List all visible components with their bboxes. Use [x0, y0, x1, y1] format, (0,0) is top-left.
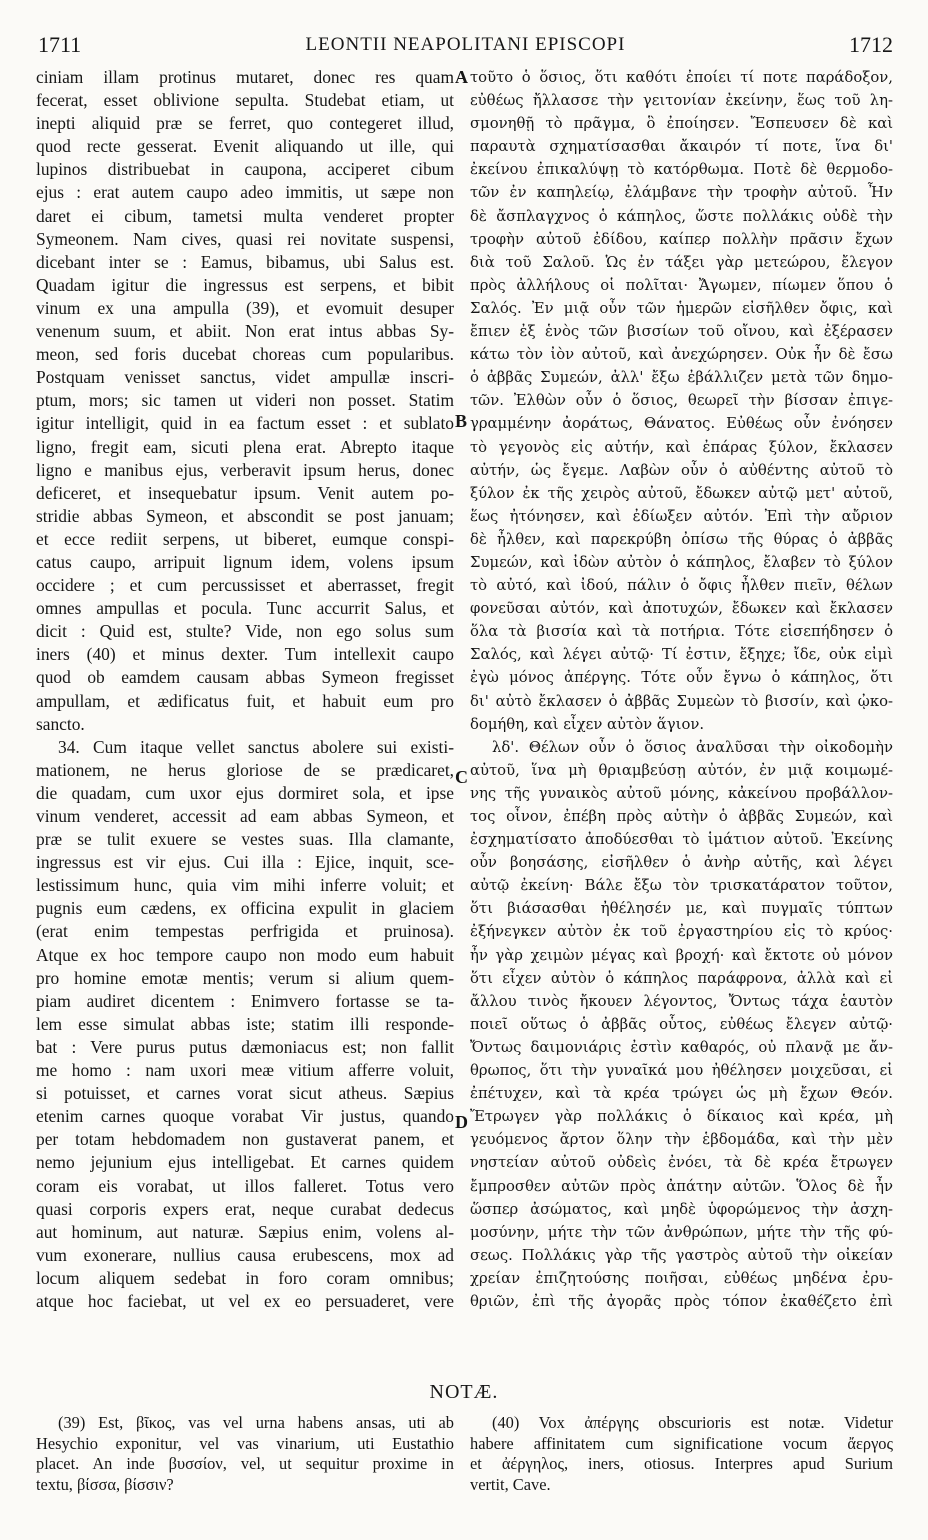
text-line: piam audiret dicentem : Enimvero fortasse se ta- — [36, 990, 454, 1011]
text-line: ὅτι εἶχεν αὐτὸν ὁ κάπηλος παράφρονα, ἀλλὰ καὶ εἰ — [470, 969, 893, 987]
text-line: ξύλον ἐκ τῆς χειρὸς αὐτοῦ, ἔδωκεν αὐτῷ μετ' αὐτοῦ, — [470, 484, 893, 502]
text-line: deficeret, et insequebatur ipsum. Venit autem po- — [36, 482, 454, 503]
text-line: pro homine emotæ mentis; verum si alium quem- — [36, 967, 454, 988]
text-line: σεως. Πολλάκις γὰρ τῆς γαστρὸς αὐτοῦ τὴν οἰκείαν — [470, 1246, 893, 1264]
text-line: Συμεών, καὶ ἰδὼν αὐτὸν ὁ κάπηλος, ἔλαβεν τὸ ξύλον — [470, 553, 893, 571]
text-line: pugnis eum cædens, ex officina expulit in glaciem — [36, 898, 454, 919]
text-line: ciniam illam protinus mutaret, donec res quam — [36, 67, 454, 87]
text-line: Hesychio exponitur, vel vas vinarium, uti Eustathio — [36, 1433, 454, 1453]
section-marker-d: D — [455, 1112, 468, 1132]
text-line: dicebant inter se : Eamus, bibamus, ubi Salus est. — [36, 251, 454, 272]
text-line: Σαλός. Ἐν μιᾷ οὖν τῶν ἡμερῶν εἰσῆλθεν ὄφις, καὶ — [470, 299, 893, 317]
text-line: δι' αὐτὸ ἔκλασεν ὁ ἀββᾶς Συμεὼν τὸ βισσίν, καὶ ᾠκο- — [470, 692, 893, 710]
text-line: aut hominum, aut naturæ. Sæpius enim, volens al- — [36, 1221, 454, 1242]
text-line: Ἔτρωγεν γὰρ πολλάκις ὁ δίκαιος καὶ κρέα, μὴ — [470, 1108, 893, 1126]
text-line: ποιεῖ οὕτως ὁ ἀββᾶς οὗτος, εὐθέως ἔλεγεν αὐτῷ· — [470, 1015, 893, 1033]
text-line: ἐγὼ μόνος ἀπέργης. Τότε οὖν ἔγνω ὁ κάπηλος, ὅτι — [470, 669, 893, 687]
text-line: et ἀέργηλος, iners, otiosus. Interpres apud Surium — [470, 1454, 893, 1473]
text-line: daret ei cibum, tametsi multa venderet propter — [36, 205, 454, 226]
text-line: ligno, fregit eam, sicuti plena erat. Abrepto itaque — [36, 436, 454, 457]
text-line: vertit, Cave. — [470, 1474, 551, 1494]
text-line: quasi corporis expers erat, neque curabat dedecus — [36, 1198, 454, 1219]
text-line: ἐσχηματίσατο ἀποδύεσθαι τὸ ἱμάτιον αὐτοῦ. Ἐκείνης — [470, 831, 893, 849]
text-line: et ecce rediit serpens, ut biberet, eumque conspi- — [36, 528, 454, 549]
text-line: ἐκείνου ἐπικαλύψῃ τὸ κατόρθωμα. Ποτὲ δὲ θερμοδο- — [470, 161, 893, 179]
text-line: locum aliquem sedebat in foro coram omnibus; — [36, 1267, 454, 1288]
text-line: χρείαν ἐπιζητούσης ποιῆσαι, εὐθέως μηδένα ἐρυ- — [470, 1269, 893, 1287]
text-line: atque hoc faciebat, ut vel ex eo persuaderet, vere — [36, 1290, 454, 1311]
text-line: textu, βίσσα, βίσσιν? — [36, 1474, 174, 1494]
text-line: γραμμένην ἀοράτως, Θάνατος. Εὐθέως οὖν ἐνόησεν — [470, 415, 893, 433]
section-marker-c: C — [455, 767, 468, 787]
right-column-number: 1712 — [849, 32, 893, 57]
text-line: per totam hebdomadem non gustaverat panem, et — [36, 1129, 454, 1150]
text-line: quod recte gesserat. Evenit aliquando ut ille, qui — [36, 136, 454, 157]
text-line: ἔπιεν ἐξ ἑνὸς τῶν βισσίων τοῦ οἴνου, καὶ ἐξέρασεν — [470, 323, 893, 341]
text-line: τῶν. Ἐλθὼν οὖν ὁ ὅσιος, θεωρεῖ τὴν βίσσαν ἐπιγε- — [470, 392, 893, 410]
text-line: τῶν ἐν καπηλείῳ, ἐλάμβανε τὴν τροφὴν αὐτοῦ. Ἦν — [470, 184, 893, 202]
text-line: ligno e manibus ejus, verberavit ipsum herus, donec — [36, 459, 454, 480]
footnote-39 — [36, 1413, 454, 1495]
text-line: Quadam igitur die ingressus est serpens, et bibit — [36, 274, 454, 295]
text-line: præ se tulit exuere se vestes suas. Illa clamante, — [36, 829, 454, 850]
text-line: οὖν βοησάσης, εἰσῆλθεν ὁ ἀνὴρ αὐτῆς, καὶ λέγει — [470, 854, 893, 872]
text-line: ἦν γὰρ χειμὼν μέγας καὶ βροχή· καὶ ἔκτοτε οὐ μόνον — [470, 946, 893, 964]
text-line: Ὄντως δαιμονιάρις ἐστὶν καθαρός, οὐ πλανᾷ με ἄν- — [470, 1038, 893, 1056]
text-line: habere affinitatem cum significatione vocum ἄεργος — [470, 1433, 893, 1453]
text-line: ejus : erat autem caupo adeo immitis, ut sæpe non — [36, 182, 454, 203]
text-line: catus caupo, arripuit lignum idem, volens ipsum — [36, 551, 454, 572]
footnote-40 — [470, 1413, 893, 1495]
text-line: stridie abbas Symeon, et abscondit se post januam; — [36, 505, 454, 526]
text-line: (erat enim tempestas perfrigida et pruinosa). — [36, 921, 454, 942]
text-line: quod ob eamdem causam abbas Symeon fregisset — [36, 667, 454, 688]
text-line: Symeonem. Nam cives, quasi rei novitate suspensi, — [36, 228, 454, 249]
text-line: me homo : nam uxori meæ vitium afferre voluit, — [36, 1060, 454, 1081]
text-line: occidere ; et cum percussisset et aberrasset, fregit — [36, 575, 454, 596]
text-line: σμονηθῇ τὸ πρᾶγμα, ὃ ἐποίησεν. Ἔσπευσεν δὲ καὶ — [470, 115, 893, 133]
text-line: lestissimum hunc, quia vim mihi inferre voluit; et — [36, 875, 454, 896]
text-line: Σαλός, καὶ λέγει αὐτῷ· Τί ἐστιν, ἔξηχε; ἴδε, οὐκ εἰμὶ — [470, 646, 893, 664]
text-line: πρὸς ἀλλήλους οἱ πολῖται· Ἄγωμεν, πίωμεν ὅπου ὁ — [470, 276, 893, 294]
text-line: vinum venderet, accessit ad eam abbas Symeon, et — [36, 806, 454, 826]
text-line: meon, sed foris ducebat choreas cum popularibus. — [36, 344, 454, 365]
text-line: fecerat, esset oblivione sepulta. Studebat etiam, ut — [36, 90, 454, 111]
text-line: die quadam, cum uxor ejus dormiret sola, et ipse — [36, 782, 454, 803]
left-column-number: 1711 — [38, 32, 82, 57]
text-line: ὥσπερ ἀσώματος, καὶ μηδὲ ὑφορώμενος τὴν ἀσχη- — [470, 1200, 893, 1218]
text-line: sancto. — [36, 713, 85, 734]
text-line: αὐτήν, ὡς ἔγεμε. Λαβὼν οὖν ὁ αὐθέντης αὐτοῦ τὸ — [470, 461, 893, 479]
text-line: δὲ ἦλθεν, καὶ παρεκρύβη ὀπίσω τῆς θύρας ὁ ἀββᾶς — [470, 530, 893, 548]
page-header — [38, 32, 893, 62]
text-line: τοῦτο ὁ ὅσιος, ὅτι καθότι ἐποίει τί ποτε παράδοξον, — [470, 69, 893, 86]
text-line: δομήθη, καὶ εἶχεν αὐτὸν ἅγιον. — [470, 715, 705, 733]
section-marker-a: A — [455, 67, 468, 87]
text-line: ἕως ἠτόνησεν, καὶ ἐδίωξεν αὐτόν. Ἐπὶ τὴν αὔριον — [470, 507, 893, 525]
text-line: ampullam, et ædificatus fuit, et habuit eum pro — [36, 690, 454, 711]
text-line: ἐπέτυχεν, καὶ τὰ κρέα τρώγει ὡς μὴ ἔχων Θεόν. — [470, 1085, 893, 1103]
greek-column — [470, 66, 893, 1313]
text-line: τροφὴν αὐτοῦ ἐδίδου, καίπερ πολλὴν πρᾶσιν ἔχων — [470, 230, 893, 248]
text-line: νης τῆς γυναικὸς αὐτοῦ μόνης, κἀκείνου προβάλλον- — [470, 784, 893, 802]
text-line: εὐθέως ἤλλασσε τὴν γειτονίαν ἐκείνην, ἕως τοῦ λη- — [470, 92, 893, 110]
text-line: θριῶν, ἐπὶ τῆς ἀγορᾶς πρὸς τόπον ἐκαθέζετο ἐπὶ — [470, 1292, 893, 1310]
text-line: igitur intelligit, quid in ea factum esset : et sublato — [36, 413, 454, 434]
text-line: Postquam venisset sanctus, videt ampullæ inscri- — [36, 367, 454, 388]
text-line: inepti aliquid præ se ferret, quo contegeret illud, — [36, 113, 454, 134]
text-line: ἄλλου τινὸς ἤκουεν λέγοντος, Ὄντως τάχα ἑαυτὸν — [470, 992, 893, 1010]
text-line: ἔμπροσθεν αὐτῶν πρὸς ἀπάτην αὐτῶν. Ὅλος δὲ ἦν — [470, 1177, 893, 1195]
text-line: λδ'. Θέλων οὖν ὁ ὅσιος ἀναλῦσαι τὴν οἰκοδομὴν — [492, 738, 893, 756]
text-line: αὐτοῦ, ἵνα μὴ θριαμβεύσῃ αὐτόν, ἐν μιᾷ κοιμωμέ- — [470, 761, 893, 779]
text-line: bat : Vere purus putus dæmoniacus est; non fallit — [36, 1036, 454, 1057]
text-line: ptum, mors; sic tamen ut videri non posset. Statim — [36, 390, 454, 411]
text-line: iners (40) et minus dexter. Tum intellexit caupo — [36, 644, 454, 665]
text-line: θρωπος, ὅτι τὴν γυναῖκά μου ἠθέλησεν μοιχεῦσαι, εἰ — [470, 1062, 893, 1080]
text-line: παραυτὰ σχηματίσασθαι ἄκαιρόν τί ποτε, ἵνα δι' — [470, 138, 893, 156]
text-line: 34. Cum itaque vellet sanctus abolere sui existi- — [58, 736, 454, 757]
text-line: αὐτῷ ἐκείνη· Βάλε ἔξω τὸν τρισκατάρατον τοῦτον, — [470, 877, 893, 895]
running-title: LEONTII NEAPOLITANI EPISCOPI — [305, 34, 626, 55]
text-line: etenim carnes quoque vorabat Vir justus, quando — [36, 1106, 454, 1127]
text-line: mationem, ne herus gloriose de se prædicaret, — [36, 759, 454, 780]
text-line: τὸ γεγονὸς εἰς αὐτήν, καὶ ἐπάρας ξύλον, ἔκλασεν — [470, 438, 893, 456]
text-line: placet. An inde βυσσίον, vel, ut sequitur proxime in — [36, 1454, 454, 1473]
text-line: vum exonerare, nullius causa erubescens, mox ad — [36, 1244, 454, 1265]
text-line: venenum suum, et abiit. Non erat intus abbas Sy- — [36, 321, 454, 342]
text-line: (40) Vox ἀπέργης obscurioris est notæ. Videtur — [492, 1413, 893, 1432]
text-line: φονεῦσαι αὐτόν, καὶ ἀποτυχών, ἔδωκεν καὶ ἔκλασεν — [470, 600, 893, 618]
text-line: μοσύνην, μήτε τὴν τῶν ἀνθρώπων, μήτε τὴν τῆς φύ- — [470, 1223, 893, 1241]
text-line: γευόμενος ἄρτον ὅλην τὴν ἑβδομάδα, καὶ τὴν μὲν — [470, 1131, 893, 1149]
text-line: ἐξήνεγκεν αὐτὸν ἐκ τοῦ ἐργαστηρίου εἰς τὸ κρύος· — [470, 923, 893, 941]
text-line: ὅλα τὰ βισσία καὶ τὰ ποτήρια. Τότε εἰσεπήδησεν ὁ — [470, 623, 893, 641]
text-line: ingressus est vir ejus. Cui illa : Ejice, inquit, sce- — [36, 852, 454, 873]
text-line: τος οἶνον, ἐπέβη πρὸς αὐτὴν ὁ ἀββᾶς Συμεών, καὶ — [470, 808, 893, 825]
latin-column — [36, 66, 454, 1313]
text-line: si potuisset, et carnes vorat sicut atheus. Sæpius — [36, 1083, 454, 1104]
text-line: lupinos distribuebat in caupona, acciperet cibum — [36, 159, 454, 180]
text-line: vinum ex una ampulla (39), et evomuit desuper — [36, 297, 454, 318]
notes-heading: NOTÆ. — [429, 1381, 499, 1403]
text-line: νηστείαν αὐτοῦ οὐδεὶς ἐνόει, τὰ δὲ κρέα ἔτρωγεν — [470, 1154, 893, 1172]
text-line: ὅτι βιάσασθαι ἠθέλησέν με, καὶ πυγμαῖς τύπτων — [470, 900, 893, 918]
text-line: (39) Est, βῖκος, vas vel urna habens ansas, uti ab — [58, 1413, 454, 1432]
text-line: coram eis vorabat, ut illos falleret. Totus vero — [36, 1175, 454, 1196]
text-line: δὲ ἄσπλαγχνος ὁ κάπηλος, ὥστε πολλάκις οὐδὲ τὴν — [470, 207, 893, 225]
text-line: ὁ ἀββᾶς Συμεών, ἀλλ' ἔξω ἐβάλλιζεν μετὰ τῶν δημο- — [470, 369, 893, 387]
text-line: lem esse simulat abbas iste; statim illi responde- — [36, 1013, 454, 1034]
text-line: διὰ τοῦ Σαλοῦ. Ὡς ἐν τάξει γὰρ μετεώρου, ἔλεγον — [470, 253, 893, 271]
section-marker-b: B — [455, 411, 468, 431]
text-line: omnes ampullas et pocula. Tunc accurrit Salus, et — [36, 598, 454, 619]
text-line: Atque ex hoc tempore caupo non modo eum habuit — [36, 944, 454, 965]
text-line: dicit : Quid est, stulte? Vide, non ego solus sum — [36, 621, 454, 642]
text-line: κάτω τὸν ἰὸν αὐτοῦ, καὶ ἀνεχώρησεν. Οὐκ ἦν δὲ ἔσω — [470, 346, 893, 364]
text-line: nemo jejunium ejus intelligebat. Et carnes quidem — [36, 1152, 454, 1173]
text-line: τὸ αὐτό, καὶ ἰδού, πάλιν ὁ ὄφις ἦλθεν πιεῖν, θέλων — [470, 577, 893, 595]
